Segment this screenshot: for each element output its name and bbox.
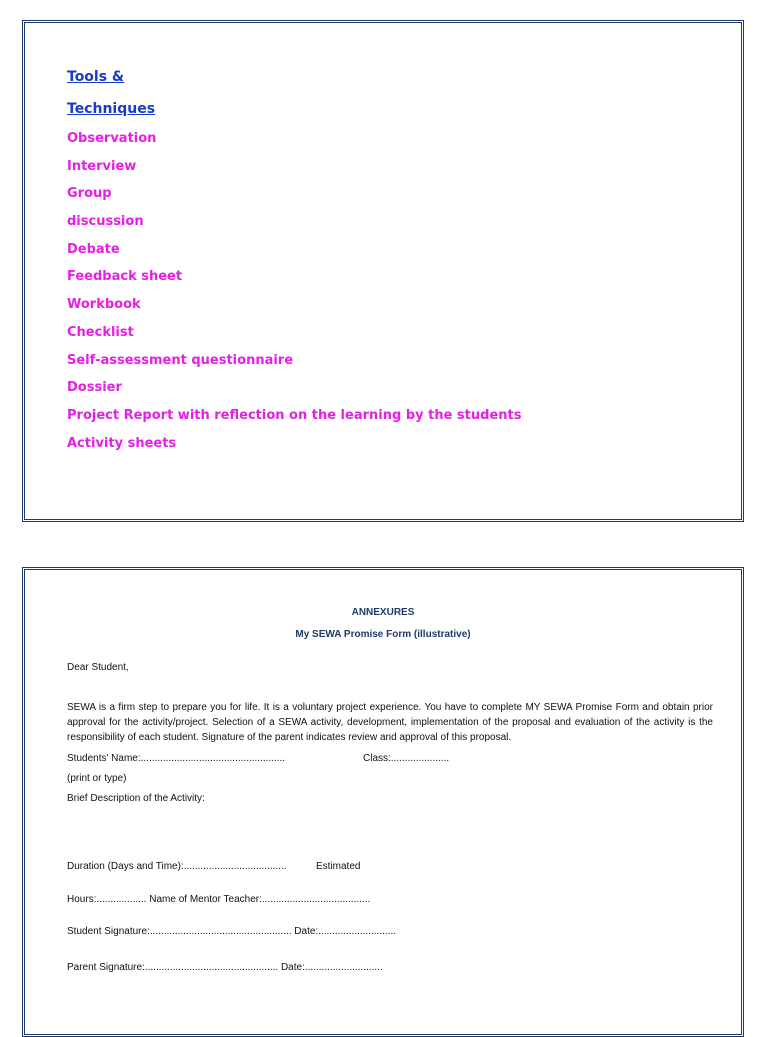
list-item: Feedback sheet [67,269,183,285]
parent-signature-field: Parent Signature:................................................ Date:............................ [67,962,383,973]
list-item: Workbook [67,297,141,313]
list-item: Checklist [67,324,134,340]
list-item: Interview [67,158,137,174]
list-item: Self-assessment questionnaire [67,352,294,368]
duration-field: Duration (Days and Time):..................................... [67,861,287,872]
section-title-line2: Techniques [67,101,156,117]
class-field: Class:..................... [363,753,450,764]
sewa-promise-form-page [22,567,744,1037]
student-signature-field: Student Signature:................................................... Date:............................ [67,926,397,937]
print-or-type-note: (print or type) [67,773,127,784]
list-item: Group [67,186,112,202]
greeting: Dear Student, [67,662,129,673]
list-item: Project Report with reflection on the learning by the students [67,407,522,423]
section-title-line1: Tools & [67,69,125,85]
estimated-label: Estimated [316,861,361,872]
hours-mentor-field: Hours:.................. Name of Mentor Teacher:....................................... [67,894,371,905]
list-item: Activity sheets [67,435,177,451]
list-item: Observation [67,131,157,146]
annexures-heading: ANNEXURES [351,607,415,618]
list-item: Dossier [67,380,122,396]
form-title: My SEWA Promise Form (illustrative) [295,629,471,640]
list-item: discussion [67,214,144,230]
list-item: Debate [67,241,120,257]
intro-paragraph: SEWA is a firm step to prepare you for life. It is a voluntary project experience. You have to complete MY SEWA Promise Form and obtain prior approval for the activity/project. Selection of a SEWA activity, development, implementation of the proposal and evaluation of the activity is the responsibility of each student. Signature of the parent indicates review and approval of this proposal. [67,702,713,743]
tools-techniques-page [22,20,744,522]
students-name-field: Students' Name:.................................................... [67,753,286,764]
brief-description-label: Brief Description of the Activity: [67,793,205,804]
tools-list [67,129,521,461]
